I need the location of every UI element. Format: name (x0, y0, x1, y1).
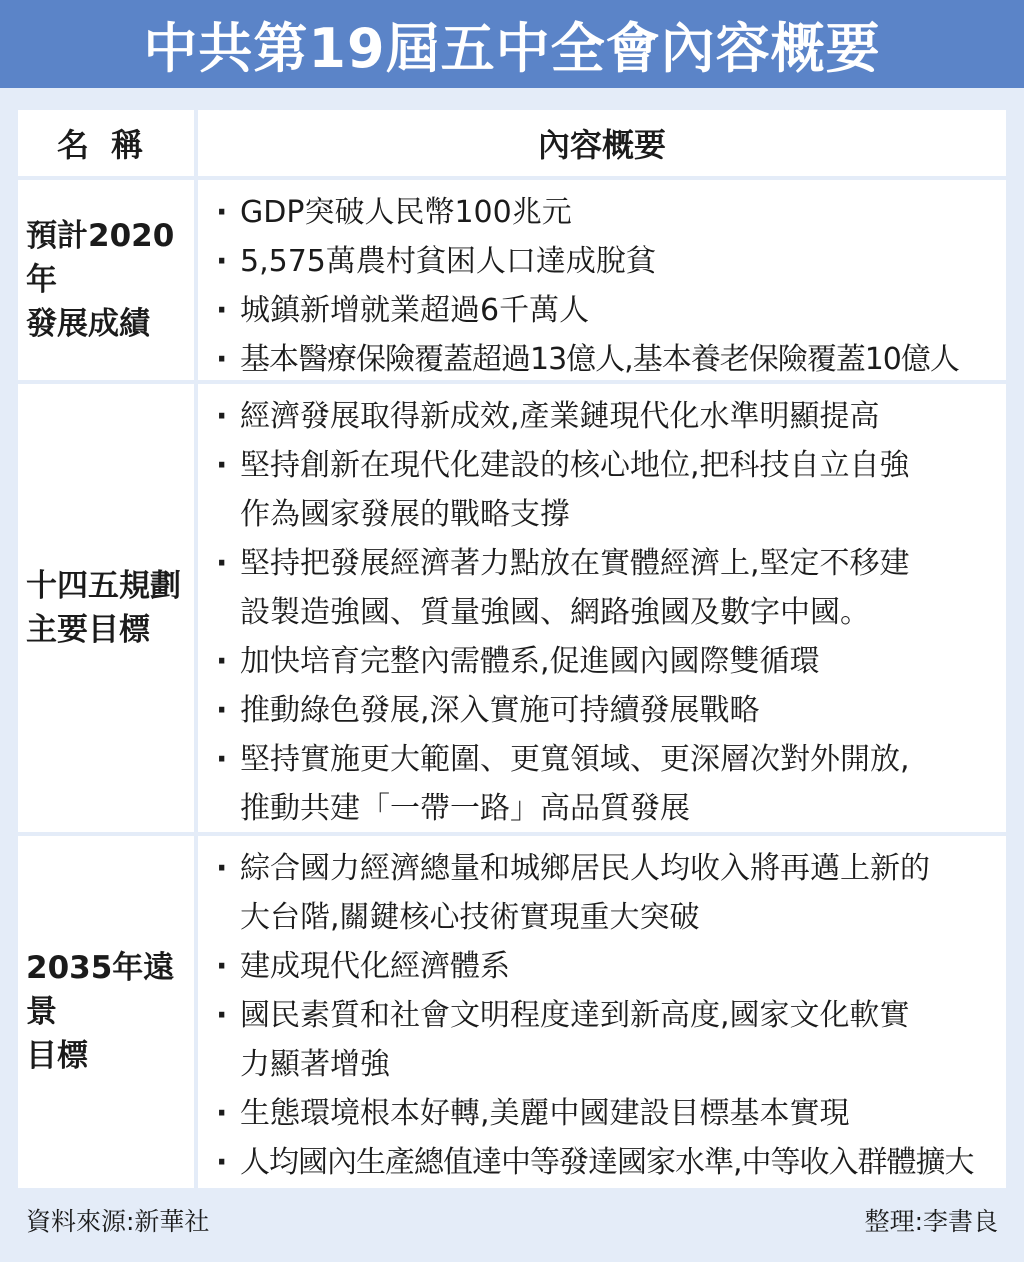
row-name-2020 (18, 180, 194, 380)
list-item: · 國民素質和社會文明程度達到新高度,國家文化軟實 力顯著增強 (214, 991, 1006, 1089)
list-item: · 基本醫療保險覆蓋超過13億人,基本養老保險覆蓋10億人 (214, 335, 1006, 384)
list-item: · 推動綠色發展,深入實施可持續發展戰略 (214, 686, 1006, 735)
row-content-2035 (198, 836, 1006, 1188)
source-credit: 資料來源:新華社 (26, 1207, 210, 1236)
page-title: 中共第19屆五中全會內容概要 (143, 16, 881, 80)
row-name-line: 目標 (26, 1038, 88, 1074)
list-item: · 堅持把發展經濟著力點放在實體經濟上,堅定不移建 設製造強國、質量強國、網路強國及數字中國。 (214, 539, 1006, 637)
list-item: · 建成現代化經濟體系 (214, 942, 1006, 991)
header-content: 內容概要 (198, 110, 1006, 176)
row-content-14th-plan (198, 384, 1006, 832)
list-item: · 加快培育完整內需體系,促進國內國際雙循環 (214, 637, 1006, 686)
list-item: · 堅持實施更大範圍、更寬領域、更深層次對外開放, 推動共建「一帶一路」高品質發展 (214, 735, 1006, 833)
list-item: · 綜合國力經濟總量和城鄉居民人均收入將再邁上新的 大台階,關鍵核心技術實現重大突破 (214, 844, 1006, 942)
row-name-line: 十四五規劃 (26, 568, 181, 604)
editor-credit: 整理:李書良 (864, 1207, 998, 1236)
list-item: · 人均國內生產總值達中等發達國家水準,中等收入群體擴大 (214, 1138, 1006, 1187)
list-item: · 生態環境根本好轉,美麗中國建設目標基本實現 (214, 1089, 1006, 1138)
header-name: 名稱 (18, 110, 194, 176)
list-item: · 堅持創新在現代化建設的核心地位,把科技自立自強 作為國家發展的戰略支撐 (214, 441, 1006, 539)
list-item: · 經濟發展取得新成效,產業鏈現代化水準明顯提高 (214, 392, 1006, 441)
list-item: · 城鎮新增就業超過6千萬人 (214, 286, 1006, 335)
list-item: · 5,575萬農村貧困人口達成脫貧 (214, 237, 1006, 286)
row-name-line: 2035年遠景 (26, 950, 175, 1030)
row-name-2035 (18, 836, 194, 1188)
row-name-line: 主要目標 (26, 612, 150, 648)
row-name-14th-plan (18, 384, 194, 832)
row-name-line: 發展成績 (26, 306, 150, 342)
row-content-2020 (198, 180, 1006, 380)
row-name-line: 預計2020年 (26, 218, 175, 298)
list-item: · GDP突破人民幣100兆元 (214, 188, 1006, 237)
title-bar (0, 0, 1024, 88)
